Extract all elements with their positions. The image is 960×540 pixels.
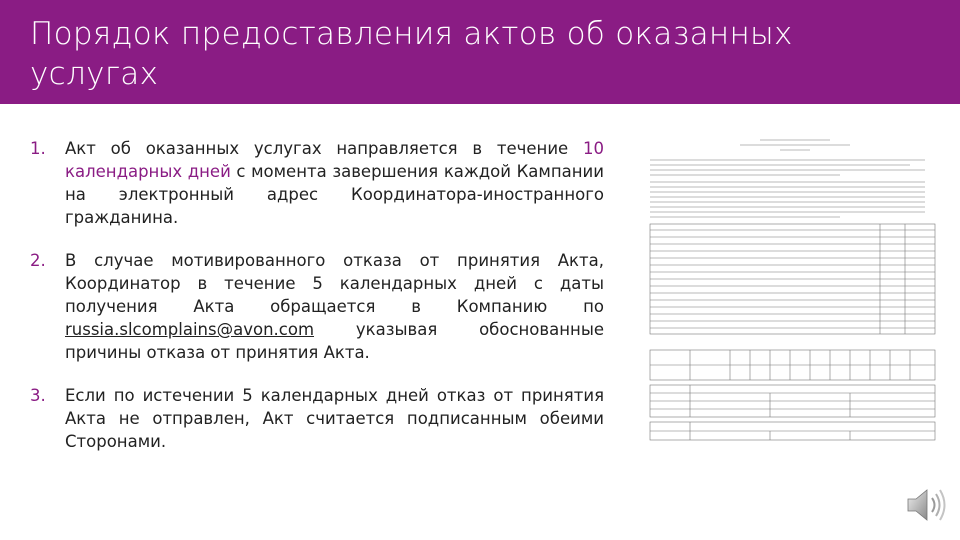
- document-scan-graphic: [640, 130, 940, 460]
- list-item-text-part: с момента завершения каждой Кампании на электронный адрес Координатора-иностранного гражданина.: [65, 162, 605, 227]
- list-item-text-part: указывая обоснованные причины отказа от принятия Акта.: [65, 320, 604, 362]
- numbered-list: [30, 137, 604, 473]
- slide-title: [30, 14, 930, 94]
- list-item-text: Если по истечении 5 календарных дней отказ от принятия Акта не отправлен, Акт считается подписанным обеими Сторонами.: [65, 386, 604, 451]
- slide-title-line-2: услугах: [30, 56, 159, 92]
- email-link[interactable]: russia.slcomplains@avon.com: [65, 320, 315, 339]
- list-item-text: [65, 137, 604, 229]
- list-item: [30, 249, 604, 364]
- list-item: [30, 137, 604, 229]
- list-item: [30, 384, 604, 453]
- list-item-number: 2.: [30, 251, 46, 270]
- list-item-number: 3.: [30, 386, 46, 405]
- highlighted-duration: 10 календарных дней: [65, 139, 604, 181]
- slide-title-line-1: Порядок предоставления актов об оказанных: [30, 16, 793, 52]
- list-item-number: 1.: [30, 139, 46, 158]
- list-item-text: [65, 249, 604, 364]
- speaker-icon[interactable]: [900, 480, 950, 530]
- title-banner: [0, 0, 960, 104]
- document-form-icon: [640, 130, 940, 460]
- list-item-text-part: Акт об оказанных услугах направляется в течение: [65, 139, 583, 158]
- speaker-icon-graphic: [900, 480, 950, 530]
- list-item-text-part: В случае мотивированного отказа от принятия Акта, Координатор в течение 5 календарных дней с даты получения Акта обращается в Компанию по: [65, 251, 604, 316]
